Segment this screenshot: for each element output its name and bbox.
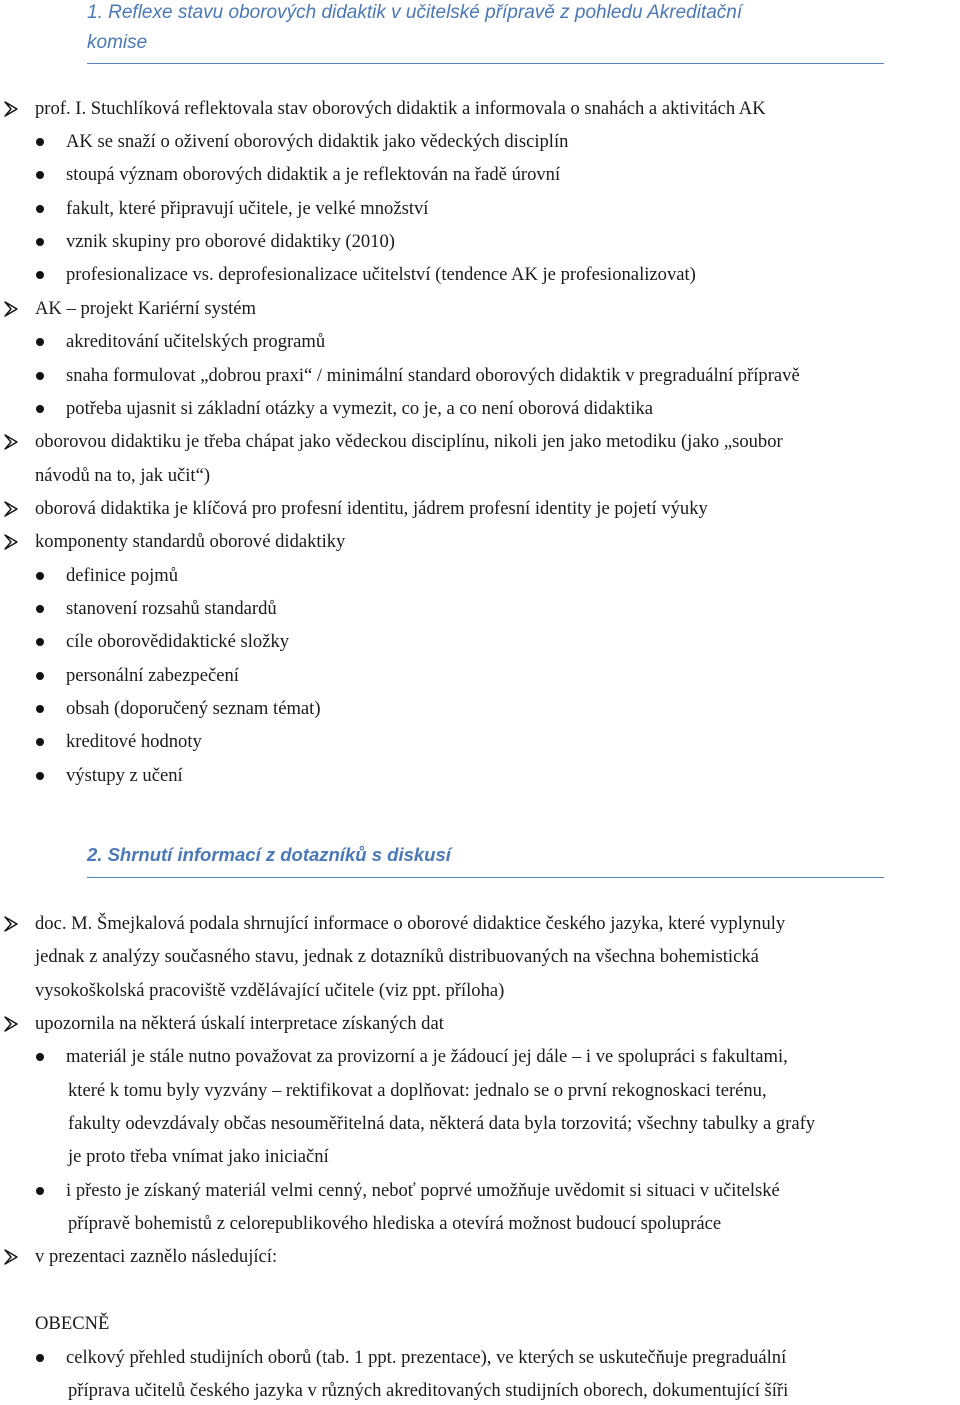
list-item: oborová didaktika je klíčová pro profesní identitu, jádrem profesní identity je pojetí výuky [35, 498, 708, 519]
list-item: akreditování učitelských programů [66, 331, 326, 352]
round-bullet-icon [36, 772, 44, 780]
round-bullet-icon [36, 372, 44, 380]
round-bullet-icon [36, 572, 44, 580]
round-bullet-icon [36, 205, 44, 213]
list-item: profesionalizace vs. deprofesionalizace učitelství (tendence AK je profesionalizovat) [66, 264, 696, 285]
list-item-continuation: které k tomu byly vyzvány – rektifikovat a doplňovat: jednalo se o první rekognoskaci terénu, [68, 1080, 767, 1101]
list-item: AK – projekt Kariérní systém [35, 298, 257, 319]
list-item: prof. I. Stuchlíková reflektovala stav oborových didaktik a informovala o snahách a aktivitách AK [35, 98, 766, 119]
section-1-heading-line-2: komise [87, 32, 148, 53]
arrowhead-bullet-icon [3, 916, 19, 932]
section-1-heading [87, 0, 742, 58]
list-item: cíle oborovědidaktické složky [66, 631, 290, 652]
section-1-rule [87, 63, 884, 64]
list-item: stanovení rozsahů standardů [66, 598, 277, 619]
list-item-continuation: je proto třeba vnímat jako iniciační [68, 1146, 329, 1167]
round-bullet-icon [36, 672, 44, 680]
round-bullet-icon [36, 1187, 44, 1195]
list-item: fakult, které připravují učitele, je velké množství [66, 198, 429, 219]
arrowhead-bullet-icon [3, 1249, 19, 1265]
list-item-continuation: vysokoškolská pracoviště vzdělávající učitele (viz ppt. příloha) [35, 980, 505, 1001]
arrowhead-bullet-icon [3, 301, 19, 317]
list-item: vznik skupiny pro oborové didaktiky (2010) [66, 231, 395, 252]
section-2-heading: 2. Shrnutí informací z dotazníků s diskusí [87, 844, 451, 865]
list-item: v prezentaci zaznělo následující: [35, 1246, 278, 1267]
round-bullet-icon [36, 638, 44, 646]
list-item: upozornila na některá úskalí interpretace získaných dat [35, 1013, 444, 1034]
list-item: personální zabezpečení [66, 665, 239, 686]
subheading-obecne: OBECNĚ [35, 1313, 110, 1334]
list-item: celkový přehled studijních oborů (tab. 1 ppt. prezentace), ve kterých se uskutečňuje pregraduální [66, 1347, 787, 1368]
list-item: snaha formulovat „dobrou praxi“ / minimální standard oborových didaktik v pregraduální přípravě [66, 365, 800, 386]
list-item: výstupy z učení [66, 765, 183, 786]
round-bullet-icon [36, 271, 44, 279]
list-item: materiál je stále nutno považovat za provizorní a je žádoucí jej dále – i ve spolupráci s fakultami, [66, 1046, 788, 1067]
list-item-continuation: přípravě bohemistů z celorepublikového hlediska a otevírá možnost budoucí spolupráce [68, 1213, 722, 1234]
round-bullet-icon [36, 605, 44, 613]
round-bullet-icon [36, 1053, 44, 1061]
section-2-rule [87, 877, 884, 878]
list-item: obsah (doporučený seznam témat) [66, 698, 321, 719]
list-item: doc. M. Šmejkalová podala shrnující informace o oborové didaktice českého jazyka, které vyplynuly [35, 913, 786, 934]
round-bullet-icon [36, 738, 44, 746]
round-bullet-icon [36, 171, 44, 179]
round-bullet-icon [36, 338, 44, 346]
list-item: oborovou didaktiku je třeba chápat jako vědeckou disciplínu, nikoli jen jako metodiku (jako „soubor [35, 431, 783, 452]
section-1-heading-line-1: 1. Reflexe stavu oborových didaktik v učitelské přípravě z pohledu Akreditační [87, 2, 743, 23]
list-item: definice pojmů [66, 565, 179, 586]
list-item-continuation: fakulty odevzdávaly občas nesouměřitelná data, některá data byla torzovitá; všechny tabulky a grafy [68, 1113, 816, 1134]
list-item: komponenty standardů oborové didaktiky [35, 531, 346, 552]
round-bullet-icon [36, 138, 44, 146]
round-bullet-icon [36, 238, 44, 246]
arrowhead-bullet-icon [3, 101, 19, 117]
round-bullet-icon [36, 705, 44, 713]
list-item-continuation: návodů na to, jak učit“) [35, 465, 211, 486]
arrowhead-bullet-icon [3, 534, 19, 550]
round-bullet-icon [36, 1354, 44, 1362]
arrowhead-bullet-icon [3, 1016, 19, 1032]
list-item: stoupá význam oborových didaktik a je reflektován na řadě úrovní [66, 164, 561, 185]
list-item-continuation: příprava učitelů českého jazyka v různých akreditovaných studijních oborech, dokumentující šíři [68, 1380, 789, 1401]
list-item: potřeba ujasnit si základní otázky a vymezit, co je, a co není oborová didaktika [66, 398, 654, 419]
round-bullet-icon [36, 405, 44, 413]
list-item: kreditové hodnoty [66, 731, 202, 752]
list-item-continuation: jednak z analýzy současného stavu, jednak z dotazníků distribuovaných na všechna bohemistická [35, 946, 759, 967]
arrowhead-bullet-icon [3, 434, 19, 450]
list-item: AK se snaží o oživení oborových didaktik jako vědeckých disciplín [66, 131, 569, 152]
arrowhead-bullet-icon [3, 501, 19, 517]
list-item: i přesto je získaný materiál velmi cenný, neboť poprvé umožňuje uvědomit si situaci v učitelské [66, 1180, 780, 1201]
